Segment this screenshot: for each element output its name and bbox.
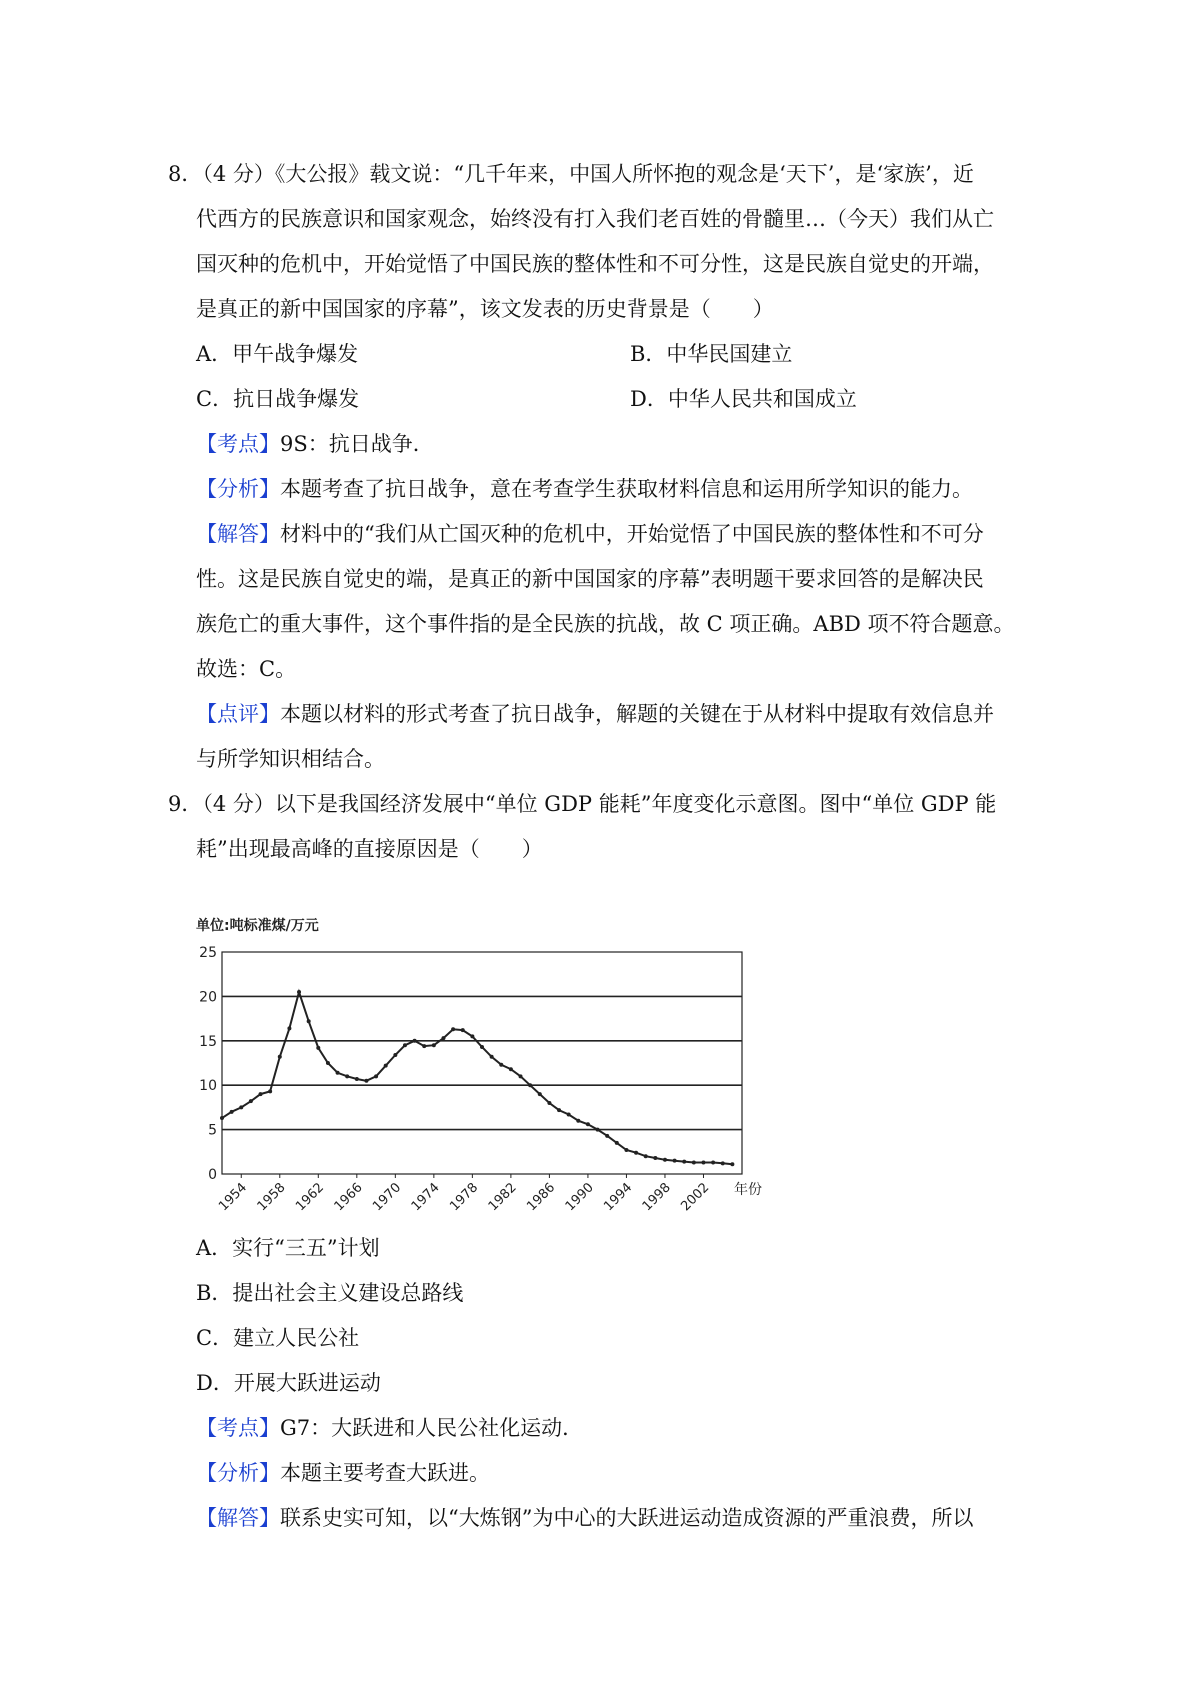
data-point-1967 [364, 1079, 368, 1083]
data-point-1962 [316, 1046, 320, 1050]
q8-option-a: A．甲午战争爆发 [196, 342, 359, 366]
x-tick-label-2002: 2002 [678, 1180, 713, 1215]
q8-dianping-line-2: 与所学知识相结合。 [196, 747, 385, 771]
data-point-1957 [268, 1089, 272, 1093]
q9-jieda-tag: 【解答】 [196, 1506, 280, 1530]
data-point-1980 [490, 1055, 494, 1059]
q9-fenxi-text: 本题主要考查大跃进。 [280, 1461, 490, 1485]
q8-jieda-text-1: 材料中的“我们从亡国灭种的危机中，开始觉悟了中国民族的整体性和不可分 [280, 522, 984, 546]
y-tick-label-0: 0 [208, 1167, 217, 1183]
q8-jieda-line-1 [196, 518, 984, 548]
data-point-1974 [432, 1043, 436, 1047]
x-tick-label-1970: 1970 [370, 1180, 405, 1215]
data-point-1997 [653, 1156, 657, 1160]
q8-fenxi [196, 473, 973, 503]
data-point-1973 [422, 1044, 426, 1048]
y-axis-unit-label: 单位:吨标准煤/万元 [196, 918, 319, 934]
x-tick-label-1994: 1994 [601, 1180, 636, 1215]
data-point-1984 [528, 1083, 532, 1087]
y-tick-label-10: 10 [199, 1078, 217, 1095]
data-point-2001 [692, 1160, 696, 1164]
x-tick-label-1978: 1978 [447, 1180, 482, 1215]
q9-fenxi [196, 1457, 490, 1487]
y-tick-label-25: 25 [199, 945, 217, 961]
data-point-1992 [605, 1134, 609, 1138]
q9-stem-line-1: 9．（4 分）以下是我国经济发展中“单位 GDP 能耗”年度变化示意图。图中“单位 GDP 能 [168, 792, 997, 816]
q9-jieda [196, 1502, 973, 1532]
data-point-1986 [547, 1101, 551, 1105]
q8-dianping-line-1 [196, 698, 994, 728]
data-point-1988 [567, 1113, 571, 1117]
data-point-1999 [673, 1159, 677, 1163]
q8-option-c: C．抗日战争爆发 [196, 387, 360, 411]
data-point-2004 [721, 1161, 725, 1165]
q8-kaodian-tag: 【考点】 [196, 432, 280, 456]
data-point-1954 [239, 1105, 243, 1109]
data-point-1953 [230, 1110, 234, 1114]
q9-option-b: B．提出社会主义建设总路线 [196, 1281, 464, 1305]
q9-option-d: D．开展大跃进运动 [196, 1371, 381, 1395]
data-point-1981 [499, 1063, 503, 1067]
q9-stem-line-2: 耗”出现最高峰的直接原因是（ ） [196, 837, 543, 861]
data-point-1991 [596, 1128, 600, 1132]
data-point-1955 [249, 1099, 253, 1103]
x-tick-label-1966: 1966 [331, 1180, 366, 1215]
data-point-1983 [519, 1074, 523, 1078]
x-axis-label: 年份 [734, 1182, 762, 1198]
data-point-1961 [307, 1019, 311, 1023]
data-point-2000 [682, 1160, 686, 1164]
data-point-1996 [644, 1154, 648, 1158]
data-point-1977 [461, 1028, 465, 1032]
data-point-1964 [336, 1071, 340, 1075]
data-point-2003 [711, 1160, 715, 1164]
data-point-2005 [730, 1162, 734, 1166]
data-point-1976 [451, 1027, 455, 1031]
x-tick-label-1986: 1986 [524, 1180, 559, 1215]
data-point-1969 [384, 1064, 388, 1068]
data-point-1965 [345, 1074, 349, 1078]
data-point-1978 [470, 1034, 474, 1038]
y-tick-label-15: 15 [199, 1033, 217, 1050]
energy-consumption-chart [196, 908, 762, 1215]
q8-kaodian-text: 9S：抗日战争． [280, 432, 434, 456]
data-point-1982 [509, 1067, 513, 1071]
data-point-1956 [259, 1092, 263, 1096]
q8-stem-line-3: 国灭种的危机中，开始觉悟了中国民族的整体性和不可分性，这是民族自觉史的开端， [196, 252, 994, 276]
q9-jieda-text: 联系史实可知，以“大炼钢”为中心的大跃进运动造成资源的严重浪费，所以 [280, 1506, 974, 1530]
q9-option-a: A．实行“三五”计划 [196, 1236, 380, 1260]
q9-kaodian-text: G7：大跃进和人民公社化运动． [280, 1416, 584, 1440]
q8-dianping-text-1: 本题以材料的形式考查了抗日战争，解题的关键在于从材料中提取有效信息并 [280, 702, 994, 726]
q8-jieda-line-2: 性。这是民族自觉史的端，是真正的新中国国家的序幕”表明题干要求回答的是解决民 [196, 567, 984, 591]
x-tick-label-1954: 1954 [216, 1180, 251, 1215]
q9-option-c: C．建立人民公社 [196, 1326, 360, 1350]
data-point-1994 [624, 1148, 628, 1152]
data-point-1968 [374, 1074, 378, 1078]
q8-option-b: B．中华民国建立 [630, 342, 793, 366]
data-point-1963 [326, 1061, 330, 1065]
q9-kaodian-tag: 【考点】 [196, 1416, 280, 1440]
q8-jieda-tag: 【解答】 [196, 522, 280, 546]
q8-fenxi-tag: 【分析】 [196, 477, 280, 501]
q8-stem-line-2: 代西方的民族意识和国家观念，始终没有打入我们老百姓的骨髓里…（今天）我们从亡 [196, 207, 994, 231]
q8-stem-line-4: 是真正的新中国国家的序幕”，该文发表的历史背景是（ ） [196, 297, 774, 321]
data-point-1993 [615, 1141, 619, 1145]
x-tick-label-1958: 1958 [254, 1180, 289, 1215]
q8-kaodian [196, 428, 434, 458]
data-point-1987 [557, 1108, 561, 1112]
data-point-1966 [355, 1077, 359, 1081]
q8-dianping-tag: 【点评】 [196, 702, 280, 726]
q8-option-d: D．中华人民共和国成立 [630, 387, 857, 411]
data-point-1979 [480, 1045, 484, 1049]
plot-frame [222, 952, 742, 1174]
y-tick-label-5: 5 [208, 1122, 217, 1139]
data-point-1971 [403, 1043, 407, 1047]
data-point-1990 [586, 1122, 590, 1126]
q8-stem-line-1: 8．（4 分）《大公报》载文说：“几千年来，中国人所怀抱的观念是‘天下’，是‘家族’，近 [168, 162, 974, 186]
q8-jieda-line-4: 故选：C。 [196, 657, 297, 681]
x-tick-label-1990: 1990 [562, 1180, 597, 1215]
y-tick-label-20: 20 [199, 989, 217, 1006]
data-point-1952 [220, 1116, 224, 1120]
data-point-1989 [576, 1119, 580, 1123]
x-tick-label-1998: 1998 [639, 1180, 674, 1215]
series-line [222, 992, 732, 1164]
x-tick-label-1974: 1974 [408, 1180, 443, 1215]
data-point-1998 [663, 1158, 667, 1162]
chart-svg [196, 908, 762, 1215]
data-point-1970 [393, 1053, 397, 1057]
data-point-1975 [441, 1036, 445, 1040]
x-tick-label-1982: 1982 [485, 1180, 520, 1215]
x-tick-label-1962: 1962 [293, 1180, 328, 1215]
data-point-1985 [538, 1092, 542, 1096]
data-point-1958 [278, 1055, 282, 1059]
q9-fenxi-tag: 【分析】 [196, 1461, 280, 1485]
q8-jieda-line-3: 族危亡的重大事件，这个事件指的是全民族的抗战，故 C 项正确。ABD 项不符合题意。 [196, 612, 1015, 636]
q9-kaodian [196, 1412, 583, 1442]
data-point-1995 [634, 1151, 638, 1155]
data-point-1960 [297, 990, 301, 994]
data-point-2002 [701, 1160, 705, 1164]
data-point-1959 [287, 1026, 291, 1030]
data-point-1972 [413, 1039, 417, 1043]
q8-fenxi-text: 本题考查了抗日战争，意在考查学生获取材料信息和运用所学知识的能力。 [280, 477, 973, 501]
